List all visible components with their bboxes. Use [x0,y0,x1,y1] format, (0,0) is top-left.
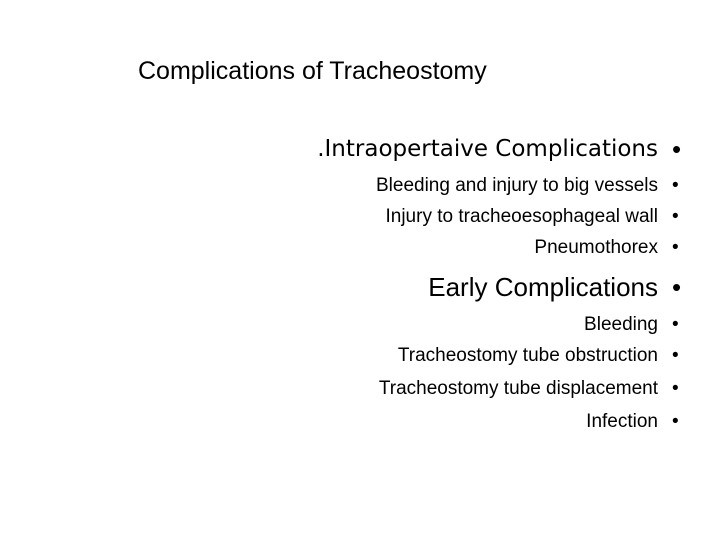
list-item: Bleeding and injury to big vessels [375,175,658,196]
list-item-heading: Early Complications [428,272,658,302]
list-item: Bleeding [584,314,658,335]
list-item: Tracheostomy tube displacement [378,378,658,399]
slide-title: Complications of Tracheostomy [138,57,487,85]
list-item: Tracheostomy tube obstruction [397,345,658,366]
list-item-heading: .Intraopertaive Complications [317,136,658,162]
bullet-icon: • [672,175,679,196]
list-item: Infection [586,411,658,432]
list-item: Pneumothorex [534,237,658,258]
bullet-icon: • [672,237,679,258]
bullet-icon: • [672,272,682,302]
bullet-icon: • [672,411,679,432]
bullet-icon: • [672,206,679,227]
bullet-icon: • [672,378,679,399]
bullet-icon: • [672,314,679,335]
bullet-icon: • [672,134,682,164]
list-item: Injury to tracheoesophageal wall [385,206,658,227]
bullet-icon: • [672,345,679,366]
